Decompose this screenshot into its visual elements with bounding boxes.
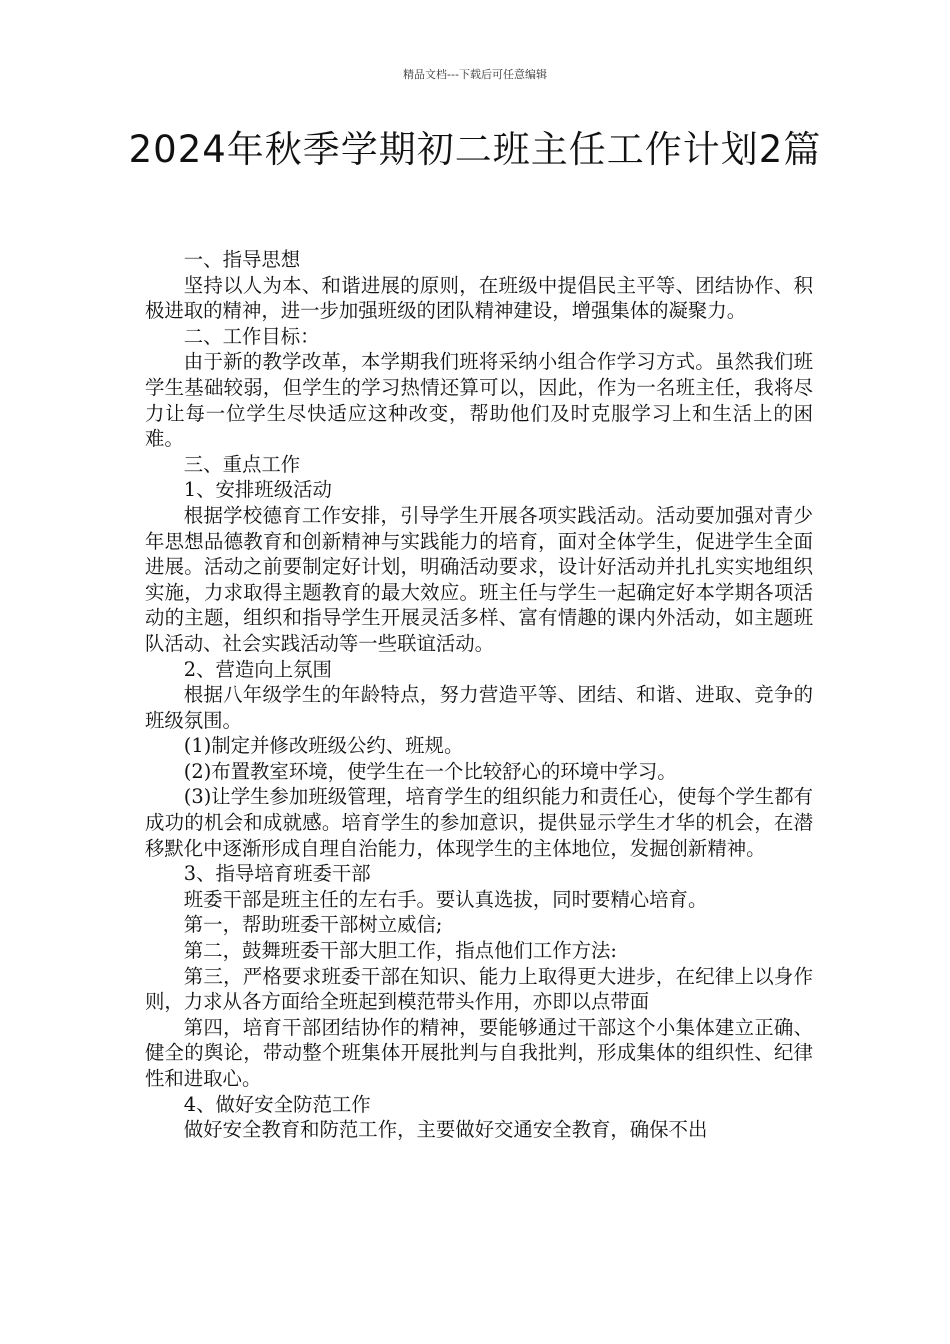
paragraph: 坚持以人为本、和谐进展的原则，在班级中提倡民主平等、团结协作、积极进取的精神，进一步加强班级的团队精神建设，增强集体的凝聚力。 (145, 273, 813, 323)
list-item: (3)让学生参加班级管理，培育学生的组织能力和责任心，使每个学生都有成功的机会和成就感。培育学生的参加意识，提供显示学生才华的机会，在潜移默化中逐渐形成自理自治能力，体现学生的主体地位，发掘创新精神。 (145, 785, 813, 860)
document-title: 2024年秋季学期初二班主任工作计划2篇 (128, 128, 822, 171)
subsection-heading: 1、安排班级活动 (183, 478, 332, 502)
paragraph: 根据八年级学生的年龄特点，努力营造平等、团结、和谐、进取、竞争的班级氛围。 (145, 683, 813, 732)
paragraph: 第三，严格要求班委干部在知识、能力上取得更大进步，在纪律上以身作则，力求从各方面给全班起到模范带头作用，亦即以点带面 (145, 964, 813, 1014)
list-item: (1)制定并修改班级公约、班规。 (183, 734, 464, 758)
paragraph: 第一，帮助班委干部树立威信; (183, 913, 443, 937)
paragraph: 做好安全教育和防范工作，主要做好交通安全教育，确保不出 (183, 1118, 708, 1142)
paragraph: 由于新的教学改革，本学期我们班将采纳小组合作学习方式。虽然我们班学生基础较弱，但学生的学习热情还算可以，因此，作为一名班主任，我将尽力让每一位学生尽快适应这种改变，帮助他们及时克服学习上和生活上的困难。 (145, 350, 813, 451)
paragraph: 第四，培育干部团结协作的精神，要能够通过干部这个小集体建立正确、健全的舆论，带动整个班集体开展批判与自我批判，形成集体的组织性、纪律性和进取心。 (145, 1015, 813, 1090)
subsection-heading: 2、营造向上氛围 (183, 657, 332, 681)
section-heading: 三、重点工作 (183, 452, 301, 476)
document-body (145, 247, 813, 1143)
list-item: (2)布置教室环境，使学生在一个比较舒心的环境中学习。 (183, 759, 677, 783)
section-heading: 二、工作目标： (183, 324, 320, 348)
section-heading: 一、指导思想 (183, 248, 301, 271)
paragraph: 班委干部是班主任的左右手。要认真选拔，同时要精心培育。 (183, 887, 708, 911)
subsection-heading: 4、做好安全防范工作 (183, 1092, 371, 1116)
paragraph: 第二，鼓舞班委干部大胆工作，指点他们工作方法: (183, 939, 617, 963)
paragraph: 根据学校德育工作安排，引导学生开展各项实践活动。活动要加强对青少年思想品德教育和创新精神与实践能力的培育，面对全体学生，促进学生全面进展。活动之前要制定好计划，明确活动要求，设计好活动并扎扎实实地组织实施，力求取得主题教育的最大效应。班主任与学生一起确定好本学期各项活动的主题，组织和指导学生开展灵活多样、富有情趣的课内外活动，如主题班队活动、社会实践活动等一些联谊活动。 (145, 503, 813, 655)
subsection-heading: 3、指导培育班委干部 (183, 862, 371, 886)
page-header-note: 精品文档---下载后可任意编辑 (403, 68, 547, 81)
